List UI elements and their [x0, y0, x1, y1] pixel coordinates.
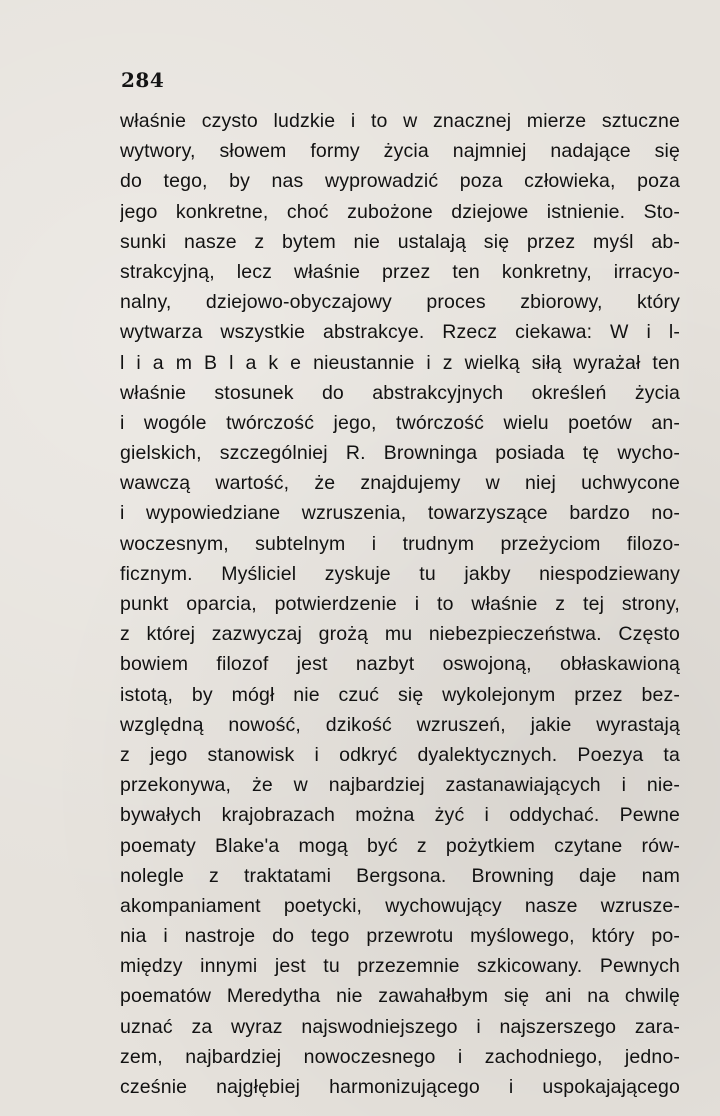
text-line: gielskich, szczególniej R. Browninga posiada tę wycho-: [120, 442, 680, 465]
text-line: wytwory, słowem formy życia najmniej nadające się: [120, 140, 680, 163]
text-line: nalny, dziejowo-obyczajowy proces zbiorowy, który: [120, 291, 680, 314]
text-line: strakcyjną, lecz właśnie przez ten konkretny, irracyo-: [120, 260, 680, 283]
text-line: sunki nasze z bytem nie ustalają się przez myśl ab-: [120, 230, 680, 253]
text-line: zem, najbardziej nowoczesnego i zachodniego, jedno-: [120, 1045, 680, 1068]
text-line: l i a m B l a k e nieustannie i z wielką siłą wyrażał ten: [120, 351, 680, 374]
text-line: nolegle z traktatami Bergsona. Browning daje nam: [120, 864, 680, 887]
text-line: właśnie czysto ludzkie i to w znacznej mierze sztuczne: [120, 110, 680, 132]
text-line: woczesnym, subtelnym i trudnym przeżyciom filozo-: [120, 532, 680, 555]
text-line: poematów Meredytha nie zawahałbym się ani na chwilę: [120, 985, 680, 1008]
text-line: jego konkretne, choć zubożone dziejowe istnienie. Sto-: [120, 200, 680, 223]
text-line: cześnie najgłębiej harmonizującego i uspokajającego: [120, 1076, 680, 1098]
text-line: z której zazwyczaj grożą mu niebezpieczeństwa. Często: [120, 623, 680, 646]
text-line: ficznym. Myśliciel zyskuje tu jakby niespodziewany: [120, 562, 680, 585]
text-line: z jego stanowisk i odkryć dyalektycznych. Poezya ta: [120, 743, 680, 766]
text-line: bywałych krajobrazach można żyć i oddychać. Pewne: [120, 804, 680, 827]
text-line: i wogóle twórczość jego, twórczość wielu poetów an-: [120, 411, 680, 434]
text-line: i wypowiedziane wzruszenia, towarzyszące bardzo no-: [120, 502, 680, 525]
text-line: przekonywa, że w najbardziej zastanawiających i nie-: [120, 774, 680, 797]
text-line: akompaniament poetycki, wychowujący nasze wzrusze-: [120, 894, 680, 917]
text-line: istotą, by mógł nie czuć się wykolejonym przez bez-: [120, 683, 680, 706]
text-line: poematy Blake'a mogą być z pożytkiem czytane rów-: [120, 834, 680, 857]
text-line: nia i nastroje do tego przewrotu myślowego, który po-: [120, 925, 680, 948]
text-line: między innymi jest tu przezemnie szkicowany. Pewnych: [120, 955, 680, 978]
text-line: wytwarza wszystkie abstrakcye. Rzecz ciekawa: W i l-: [120, 321, 680, 344]
text-line: uznać za wyraz najswodniejszego i najszerszego zara-: [120, 1015, 680, 1038]
text-line: właśnie stosunek do abstrakcyjnych określeń życia: [120, 381, 680, 404]
text-line: do tego, by nas wyprowadzić poza człowieka, poza: [120, 170, 680, 193]
text-line: punkt oparcia, potwierdzenie i to właśnie z tej strony,: [120, 593, 680, 615]
body-text: [120, 106, 680, 1102]
text-line: względną nowość, dzikość wzruszeń, jakie wyrastają: [120, 713, 680, 736]
page-number: 284: [121, 68, 165, 92]
text-line: wawczą wartość, że znajdujemy w niej uchwycone: [120, 472, 680, 495]
text-line: bowiem filozof jest nazbyt oswojoną, obłaskawioną: [120, 653, 680, 676]
